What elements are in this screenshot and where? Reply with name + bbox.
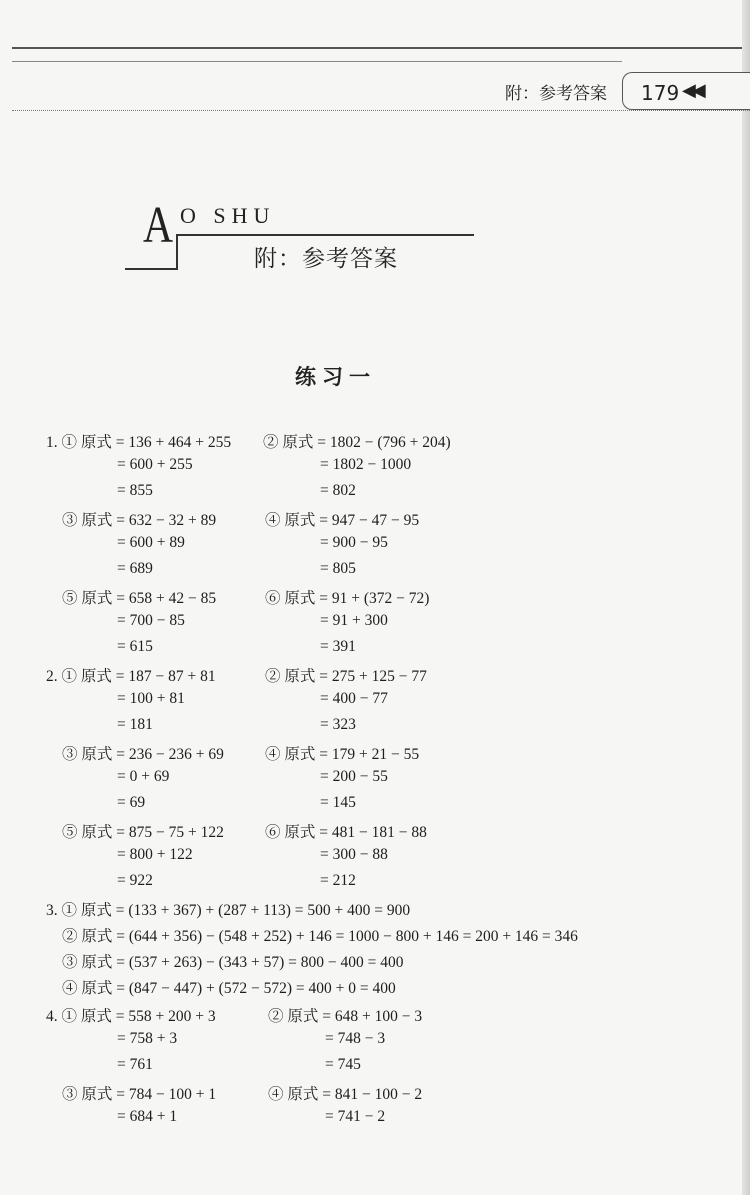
answer-line: = 212 <box>320 872 356 889</box>
answer-line: = 900 − 95 <box>320 534 388 551</box>
answer-line: 4. ① 原式 = 558 + 200 + 3 <box>46 1008 216 1025</box>
answer-line: ② 原式 = 1802 − (796 + 204) <box>263 434 451 451</box>
answer-line: = 855 <box>117 482 153 499</box>
logo-letter: A <box>143 197 174 254</box>
answer-line: ⑥ 原式 = 91 + (372 − 72) <box>265 590 430 607</box>
answer-line: = 761 <box>117 1056 153 1073</box>
answer-line: = 745 <box>325 1056 361 1073</box>
logo-rule-vertical <box>176 234 178 270</box>
header-rule-second <box>12 61 622 62</box>
page-edge <box>742 0 750 1195</box>
answer-line: = 400 − 77 <box>320 690 388 707</box>
answer-line: = 741 − 2 <box>325 1108 386 1125</box>
answer-line: ③ 原式 = 784 − 100 + 1 <box>62 1086 217 1103</box>
answer-line: = 802 <box>320 482 356 499</box>
answer-line: = 181 <box>117 716 153 733</box>
answer-line: ⑤ 原式 = 658 + 42 − 85 <box>62 590 217 607</box>
answer-line: = 684 + 1 <box>117 1108 178 1125</box>
answer-line: ② 原式 = 275 + 125 − 77 <box>265 668 427 685</box>
answer-line: = 0 + 69 <box>117 768 170 785</box>
answer-line: 2. ① 原式 = 187 − 87 + 81 <box>46 668 216 685</box>
answer-line: = 758 + 3 <box>117 1030 178 1047</box>
answer-line: ③ 原式 = (537 + 263) − (343 + 57) = 800 − 400 = 400 <box>62 954 404 971</box>
answer-line: = 200 − 55 <box>320 768 388 785</box>
answer-line: = 600 + 255 <box>117 456 193 473</box>
answer-line: = 1802 − 1000 <box>320 456 412 473</box>
answer-line: = 100 + 81 <box>117 690 185 707</box>
section-title: 附：参考答案 <box>254 246 398 272</box>
answer-line: = 391 <box>320 638 356 655</box>
logo-text: O SHU <box>180 203 276 228</box>
answer-line: ④ 原式 = 179 + 21 − 55 <box>265 746 420 763</box>
answer-line: = 69 <box>117 794 146 811</box>
answer-line: ④ 原式 = 841 − 100 − 2 <box>268 1086 423 1103</box>
double-arrow-left-icon: ◀◀ <box>682 80 702 101</box>
answer-line: = 748 − 3 <box>325 1030 386 1047</box>
answer-line: ③ 原式 = 236 − 236 + 69 <box>62 746 224 763</box>
answer-line: ④ 原式 = 947 − 47 − 95 <box>265 512 420 529</box>
exercise-title: 练习一 <box>295 365 376 389</box>
answer-line: = 145 <box>320 794 356 811</box>
logo-rule-left <box>125 268 178 270</box>
page-number: 179 <box>641 81 680 105</box>
logo-rule <box>176 234 474 236</box>
answer-line: ③ 原式 = 632 − 32 + 89 <box>62 512 217 529</box>
answer-line: ② 原式 = 648 + 100 − 3 <box>268 1008 423 1025</box>
answer-line: ② 原式 = (644 + 356) − (548 + 252) + 146 = 1000 − 800 + 146 = 200 + 146 = 346 <box>62 928 578 945</box>
answer-line: = 600 + 89 <box>117 534 185 551</box>
answer-line: ⑤ 原式 = 875 − 75 + 122 <box>62 824 224 841</box>
answer-line: = 689 <box>117 560 153 577</box>
running-header-title: 附：参考答案 <box>505 84 607 104</box>
answer-line: = 300 − 88 <box>320 846 388 863</box>
answer-line: 1. ① 原式 = 136 + 464 + 255 <box>46 434 232 451</box>
answer-line: = 805 <box>320 560 356 577</box>
answer-line: 3. ① 原式 = (133 + 367) + (287 + 113) = 500 + 400 = 900 <box>46 902 411 919</box>
header-rule-top <box>12 47 742 49</box>
answer-line: ⑥ 原式 = 481 − 181 − 88 <box>265 824 427 841</box>
answer-line: = 615 <box>117 638 153 655</box>
answer-line: = 323 <box>320 716 356 733</box>
header-rule-dotted <box>12 110 750 111</box>
answer-line: = 91 + 300 <box>320 612 388 629</box>
answer-line: = 922 <box>117 872 153 889</box>
answer-line: = 700 − 85 <box>117 612 185 629</box>
answer-line: = 800 + 122 <box>117 846 193 863</box>
answer-line: ④ 原式 = (847 − 447) + (572 − 572) = 400 + 0 = 400 <box>62 980 396 997</box>
